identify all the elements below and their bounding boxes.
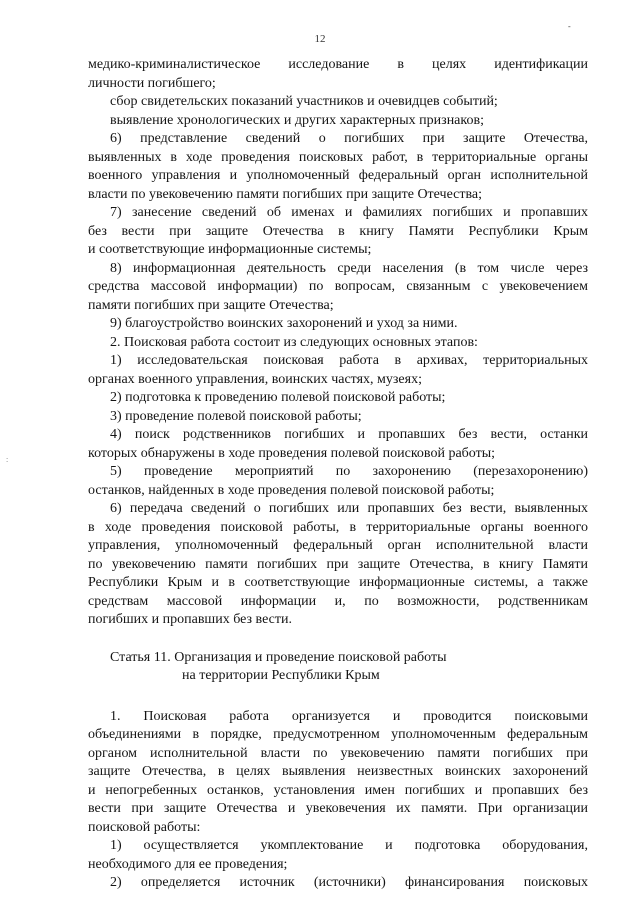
text-line: 5) проведение мероприятий по захоронению (перезахоронению) xyxy=(110,464,588,479)
text-line: без вести при защите Отечества в книгу Памяти Республики Крым xyxy=(88,223,588,239)
text-line: 7) занесение сведений об именах и фамилиях погибших и пропавших xyxy=(110,205,588,220)
section-2-intro: 2. Поисковая работа состоит из следующих основных этапов: xyxy=(110,334,478,350)
text-line: по увековечению памяти погибших при защите Отечества, в книгу Памяти xyxy=(88,556,588,572)
stage-4 xyxy=(88,426,588,463)
text-line: военного управления и уполномоченный федеральный орган исполнительной xyxy=(88,168,588,183)
stage-5 xyxy=(88,463,588,500)
text-line: останков, найденных в ходе проведения полевой поисковой работы; xyxy=(88,482,495,498)
text-line: памяти погибших при защите Отечества; xyxy=(88,297,334,313)
text-line: и соответствующие информационные системы; xyxy=(88,242,372,257)
article-11-item-1 xyxy=(88,837,588,874)
stage-3: 3) проведение полевой поисковой работы; xyxy=(110,408,362,424)
text-line: 8) информационная деятельность среди населения (в том числе через xyxy=(110,260,588,276)
text-line: органом исполнительной власти по увековечению памяти погибших при xyxy=(88,745,588,761)
text-line: поисковой работы: xyxy=(88,819,201,835)
text-line: органах военного управления, воинских частях, музеях; xyxy=(88,371,422,387)
text-line: власти по увековечению памяти погибших при защите Отечества; xyxy=(88,186,482,202)
document-body xyxy=(88,56,588,893)
stage-1 xyxy=(88,352,588,389)
list-item-8 xyxy=(88,260,588,316)
stage-2: 2) подготовка к проведению полевой поисковой работы; xyxy=(110,390,446,405)
list-item-9: 9) благоустройство воинских захоронений и уход за ними. xyxy=(110,316,458,331)
text-line: 6) представление сведений о погибших при защите Отечества, xyxy=(110,131,588,146)
text-line: управления, уполномоченный федеральный орган исполнительной власти xyxy=(88,538,588,553)
text-line: средствам массовой информации и, по возможности, родственникам xyxy=(88,593,588,609)
text-line: которых обнаружены в ходе проведения полевой поисковой работы; xyxy=(88,445,496,461)
margin-mark: : xyxy=(6,455,9,464)
text-line: 4) поиск родственников погибших и пропавших без вести, останки xyxy=(110,427,588,442)
text-line: Республики Крым и в соответствующие информационные системы, а также xyxy=(88,575,588,590)
corner-mark: - xyxy=(568,22,571,31)
text-line: погибших и пропавших без вести. xyxy=(88,612,292,627)
text-line: 1) исследовательская поисковая работа в архивах, территориальных xyxy=(110,353,588,368)
text-line: 1. Поисковая работа организуется и проводится поисковыми xyxy=(110,708,588,724)
text-line: личности погибшего; xyxy=(88,75,216,91)
list-item-witness: сбор свидетельских показаний участников и очевидцев событий; xyxy=(110,94,498,109)
text-line: медико-криминалистическое исследование в целях идентификации xyxy=(88,57,588,72)
text-line: объединениями в порядке, предусмотренном уполномоченным федеральным xyxy=(88,727,588,742)
text-line: и непогребенных останков, установления имен погибших и пропавших без xyxy=(88,782,588,798)
article-11-item-2: 2) определяется источник (источники) финансирования поисковых xyxy=(110,875,588,890)
article-heading xyxy=(88,649,588,686)
list-item-chrono: выявление хронологических и других характерных признаков; xyxy=(110,112,484,128)
text-line: в ходе проведения поисковой работы, в территориальные органы военного xyxy=(88,519,588,535)
spacer xyxy=(88,686,588,708)
stage-6 xyxy=(88,500,588,630)
paragraph-continuation xyxy=(88,56,588,93)
article-title: Статья 11. Организация и проведение поисковой работы xyxy=(110,649,447,665)
text-line: средства массовой информации) по вопросам, связанным с увековечением xyxy=(88,279,588,294)
text-line: необходимого для ее проведения; xyxy=(88,856,288,872)
list-item-6 xyxy=(88,130,588,204)
article-subtitle: на территории Республики Крым xyxy=(182,668,380,683)
text-line: вести при защите Отечества и увековечения их памяти. При организации xyxy=(88,801,588,816)
article-11-paragraph-1 xyxy=(88,708,588,838)
text-line: выявленных в ходе проведения поисковых работ, в территориальные органы xyxy=(88,149,588,165)
text-line: 1) осуществляется укомплектование и подготовка оборудования, xyxy=(110,838,588,853)
page-number: 12 xyxy=(314,33,326,45)
text-line: защите Отечества, в целях выявления неизвестных воинских захоронений xyxy=(88,764,588,779)
text-line: 6) передача сведений о погибших или пропавших без вести, выявленных xyxy=(110,501,588,516)
list-item-7 xyxy=(88,204,588,260)
